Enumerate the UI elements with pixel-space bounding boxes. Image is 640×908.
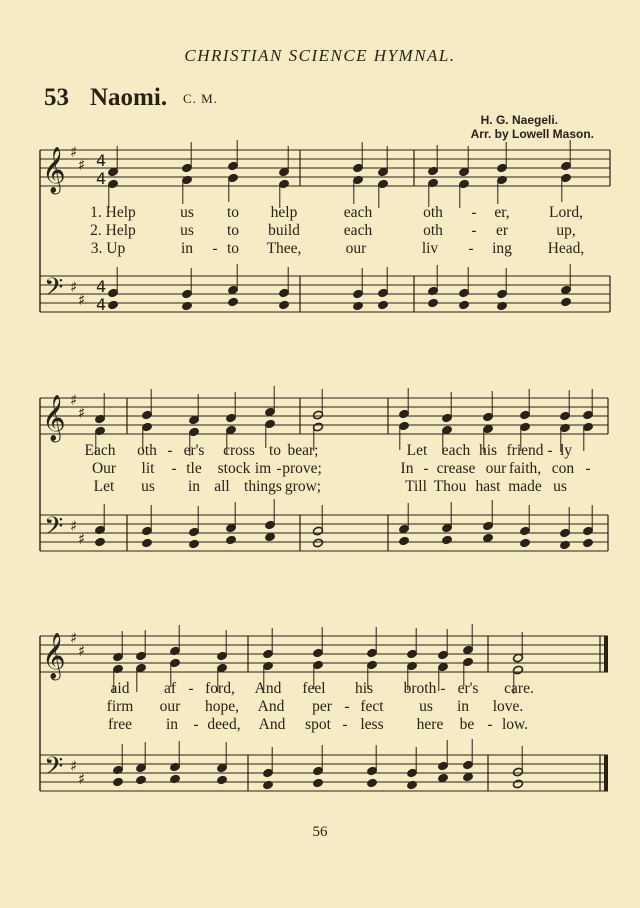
lyric-syllable: oth [423, 204, 443, 221]
lyric-syllable: each [441, 442, 471, 459]
lyric-syllable: im [254, 460, 272, 477]
sharp-sign: ♯ [78, 530, 86, 548]
sharp-sign: ♯ [70, 629, 78, 647]
note-head [442, 535, 453, 545]
lyric-syllable: cross [223, 442, 255, 459]
lyric-syllable: be [459, 716, 475, 733]
lyric-syllable: us [419, 698, 433, 715]
lyric-syllable: faith, [508, 460, 542, 477]
lyric-syllable: to [268, 442, 282, 459]
lyric-syllable: - [547, 442, 553, 459]
note-head [438, 773, 449, 783]
sharp-sign: ♯ [70, 278, 78, 296]
meter-label: C. M. [183, 91, 218, 106]
lyric-syllable: each [343, 204, 373, 221]
sharp-sign: ♯ [78, 770, 86, 788]
note-head [265, 532, 276, 542]
lyric-syllable: to [226, 240, 240, 257]
lyric-syllable: less [360, 716, 384, 733]
running-title: CHRISTIAN SCIENCE HYMNAL. [184, 46, 456, 65]
note-head [313, 538, 324, 548]
time-signature: 4 [96, 295, 107, 314]
lyric-syllable: his [478, 442, 498, 459]
sharp-sign: ♯ [70, 517, 78, 535]
note-head [378, 300, 389, 310]
lyric-syllable: up, [556, 222, 576, 239]
lyric-syllable: all [214, 478, 230, 495]
lyric-verse-2 [0, 698, 640, 716]
lyric-syllable: hope, [204, 698, 240, 715]
lyric-verse-1 [0, 680, 640, 698]
lyric-syllable: - [344, 698, 350, 715]
lyric-syllable: his [354, 680, 374, 697]
lyric-syllable: oth [423, 222, 443, 239]
lyric-syllable: - [276, 460, 282, 477]
lyric-verse-2 [0, 460, 640, 478]
lyric-syllable: our [485, 460, 507, 477]
note-head [513, 779, 524, 789]
lyric-syllable: - [188, 680, 194, 697]
treble-clef: 𝄞 [42, 147, 66, 193]
note-head [367, 778, 378, 788]
lyric-syllable: firm [106, 698, 134, 715]
treble-clef: 𝄞 [42, 633, 66, 679]
page-number: 56 [312, 824, 328, 840]
lyric-syllable: 2. Help [90, 222, 136, 239]
lyric-syllable: er, [494, 204, 510, 221]
lyric-syllable: love. [492, 698, 524, 715]
lyric-syllable: Let [406, 442, 428, 459]
lyric-syllable: grow; [284, 478, 322, 495]
lyric-verse-2 [0, 222, 640, 240]
lyric-verse-3 [0, 716, 640, 734]
sharp-sign: ♯ [70, 391, 78, 409]
note-head [459, 300, 470, 310]
lyric-syllable: friend [506, 442, 544, 459]
lyric-syllable: - [342, 716, 348, 733]
lyric-syllable: us [180, 222, 194, 239]
note-head [142, 538, 153, 548]
lyric-syllable: us [141, 478, 155, 495]
note-head [463, 772, 474, 782]
bass-clef: 𝄢 [44, 752, 64, 787]
note-head [113, 777, 124, 787]
lyric-syllable: spot [305, 716, 331, 733]
lyric-syllable: us [180, 204, 194, 221]
lyric-syllable: And [258, 716, 286, 733]
note-head [228, 297, 239, 307]
lyric-syllable: - [487, 716, 493, 733]
lyric-syllable: tle [186, 460, 202, 477]
lyric-syllable: ly [559, 442, 573, 459]
lyric-syllable: deed, [207, 716, 241, 733]
lyric-syllable: in [456, 698, 470, 715]
lyric-verse-1 [0, 442, 640, 460]
lyric-syllable: build [268, 222, 300, 239]
lyric-syllable: broth [403, 680, 437, 697]
note-head [313, 778, 324, 788]
treble-clef: 𝄞 [42, 395, 66, 441]
note-head [583, 538, 594, 548]
lyric-syllable: aid [110, 680, 130, 697]
lyric-syllable: 3. Up [90, 240, 126, 257]
lyric-syllable: free [107, 716, 133, 733]
note-head [520, 538, 531, 548]
bass-clef: 𝄢 [44, 512, 64, 547]
lyric-verse-1 [0, 204, 640, 222]
tune-name: Naomi. [90, 84, 168, 111]
note-head [226, 535, 237, 545]
note-head [561, 297, 572, 307]
lyric-syllable: - [471, 222, 477, 239]
note-head [95, 537, 106, 547]
note-head [136, 775, 147, 785]
note-head [428, 298, 439, 308]
final-bar [604, 755, 608, 791]
lyric-syllable: ford, [205, 680, 235, 697]
lyric-syllable: per [312, 698, 332, 715]
sharp-sign: ♯ [78, 156, 86, 174]
lyric-syllable: in [187, 478, 201, 495]
lyric-syllable: er's [457, 680, 479, 697]
lyric-syllable: low. [501, 716, 529, 733]
lyric-syllable: And [257, 698, 285, 715]
lyric-syllable: Thou [433, 478, 467, 495]
note-head [279, 300, 290, 310]
lyric-syllable: ing [492, 240, 512, 257]
lyric-syllable: And [254, 680, 282, 697]
lyric-syllable: help [270, 204, 298, 221]
hymn-number: 53 [44, 84, 69, 111]
lyric-syllable: bear; [287, 442, 319, 459]
lyric-syllable: oth [137, 442, 157, 459]
lyric-syllable: here [416, 716, 444, 733]
sharp-sign: ♯ [70, 757, 78, 775]
lyric-syllable: Till [405, 478, 427, 495]
lyric-syllable: us [553, 478, 567, 495]
lyric-syllable: Each [84, 442, 116, 459]
lyric-syllable: Thee, [266, 240, 302, 257]
lyric-syllable: crease [436, 460, 476, 477]
lyric-syllable: Let [93, 478, 115, 495]
lyric-syllable: Our [91, 460, 117, 477]
lyric-syllable: stock [217, 460, 251, 477]
lyric-syllable: - [585, 460, 591, 477]
note-head [108, 300, 119, 310]
sharp-sign: ♯ [70, 143, 78, 161]
lyric-syllable: liv [421, 240, 439, 257]
time-signature: 4 [96, 277, 107, 296]
lyric-syllable: lit [141, 460, 155, 477]
lyric-syllable: - [212, 240, 218, 257]
lyric-syllable: Head, [547, 240, 585, 257]
final-bar [604, 636, 608, 672]
lyric-syllable: in [180, 240, 194, 257]
lyric-syllable: our [345, 240, 367, 257]
lyric-syllable: care. [504, 680, 534, 697]
lyric-syllable: con [551, 460, 575, 477]
lyric-syllable: In [400, 460, 414, 477]
lyric-syllable: fect [360, 698, 384, 715]
note-head [217, 775, 228, 785]
lyric-syllable: prove; [282, 460, 322, 477]
arranger-credit: Arr. by Lowell Mason. [470, 127, 594, 141]
lyric-syllable: our [159, 698, 181, 715]
lyric-syllable: things [244, 478, 282, 495]
lyric-syllable: - [193, 716, 199, 733]
note-head [399, 536, 410, 546]
sharp-sign: ♯ [78, 404, 86, 422]
lyric-syllable: in [165, 716, 179, 733]
lyric-verse-3 [0, 478, 640, 496]
lyric-syllable: er's [183, 442, 205, 459]
lyric-syllable: each [343, 222, 373, 239]
time-signature: 4 [96, 169, 107, 188]
lyric-syllable: - [440, 680, 446, 697]
lyric-syllable: Lord, [548, 204, 584, 221]
note-head [189, 539, 200, 549]
lyric-syllable: af [163, 680, 177, 697]
lyric-syllable: made [508, 478, 542, 495]
lyric-verse-3 [0, 240, 640, 258]
lyric-syllable: to [226, 222, 240, 239]
lyric-syllable: - [423, 460, 429, 477]
bass-clef: 𝄢 [44, 273, 64, 308]
lyric-syllable: - [471, 204, 477, 221]
lyric-syllable: - [468, 240, 474, 257]
sharp-sign: ♯ [78, 642, 86, 660]
lyric-syllable: er [495, 222, 509, 239]
lyric-syllable: feel [302, 680, 326, 697]
lyric-syllable: - [167, 442, 173, 459]
time-signature: 4 [96, 151, 107, 170]
lyric-syllable: 1. Help [90, 204, 136, 221]
lyric-syllable: hast [475, 478, 501, 495]
lyric-syllable: - [171, 460, 177, 477]
composer-credit: H. G. Naegeli. [480, 113, 558, 127]
lyric-syllable: to [226, 204, 240, 221]
note-head [483, 533, 494, 543]
sharp-sign: ♯ [78, 291, 86, 309]
